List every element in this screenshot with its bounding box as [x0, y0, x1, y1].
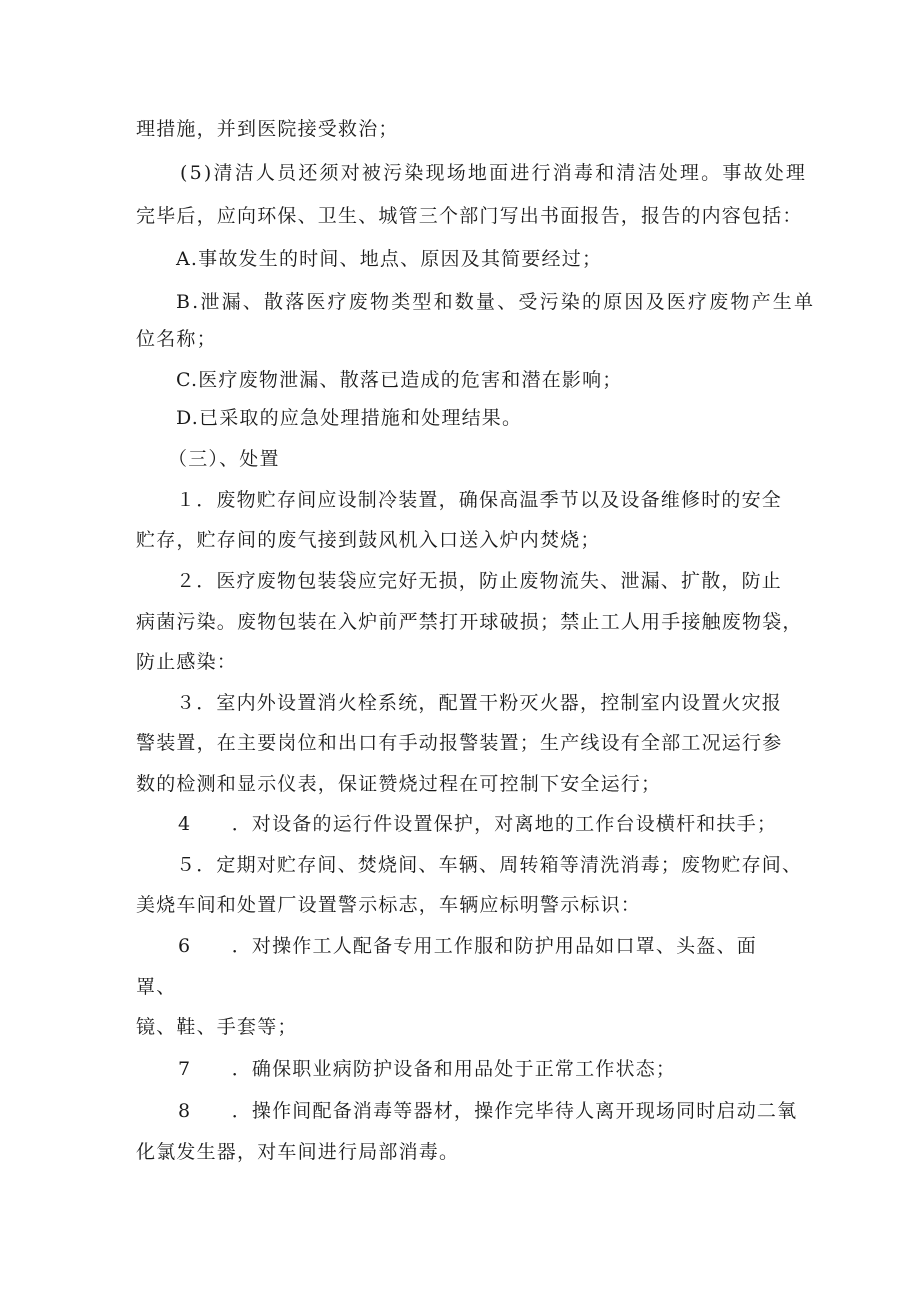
text-line: ５．定期对贮存间、焚烧间、车辆、周转箱等清洗消毒；废物贮存间、: [176, 854, 803, 876]
text-line: 化氯发生器，对车间进行局部消毒。: [136, 1141, 460, 1163]
text-line: 理措施，并到医院接受救治；: [136, 118, 399, 140]
text-line: 位名称；: [136, 328, 217, 350]
text-line: 防止感染：: [136, 651, 238, 673]
text-line: 6 ．对操作工人配备专用工作服和防护用品如口罩、头盔、面: [178, 935, 757, 957]
text-line: 8 ．操作间配备消毒等器材，操作完毕待人离开现场同时启动二氧: [178, 1100, 798, 1122]
text-line: 警装置，在主要岗位和出口有手动报警装置；生产线设有全部工况运行参: [136, 732, 783, 754]
text-line: 完毕后，应向环保、卫生、城管三个部门写出书面报告，报告的内容包括：: [136, 205, 803, 227]
text-line: 4 ．对设备的运行件设置保护，对离地的工作台设横杆和扶手；: [178, 813, 778, 835]
text-line: D.已采取的应急处理措施和处理结果。: [176, 407, 523, 429]
text-line: C.医疗废物泄漏、散落已造成的危害和潜在影响；: [176, 369, 623, 391]
text-line: 镜、鞋、手套等；: [136, 1016, 298, 1038]
text-line: 病菌污染。废物包装在入炉前严禁打开球破损；禁止工人用手接触废物袋，: [136, 611, 803, 633]
section-heading: （三）、处置: [168, 448, 280, 470]
text-line: 罩、: [136, 976, 177, 998]
text-line: １．废物贮存间应设制冷装置，确保高温季节以及设备维修时的安全: [176, 489, 783, 511]
text-line: 贮存，贮存间的废气接到鼓风机入口送入炉内焚烧；: [136, 529, 601, 551]
text-line: (5)清洁人员还须对被污染现场地面进行消毒和清洁处理。事故处理: [180, 162, 808, 184]
text-line: 美烧车间和处置厂设置警示标志，车辆应标明警示标识：: [136, 894, 642, 916]
text-line: 7 ．确保职业病防护设备和用品处于正常工作状态；: [178, 1058, 677, 1080]
text-line: 数的检测和显示仪表，保证赞烧过程在可控制下安全运行；: [136, 773, 662, 795]
text-line: B.泄漏、散落医疗废物类型和数量、受污染的原因及医疗废物产生单: [176, 291, 816, 313]
text-line: ２．医疗废物包装袋应完好无损，防止废物流失、泄漏、扩散，防止: [176, 570, 783, 592]
text-line: A.事故发生的时间、地点、原因及其简要经过；: [176, 248, 603, 270]
text-line: ３．室内外设置消火栓系统，配置干粉灭火器，控制室内设置火灾报: [176, 692, 783, 714]
